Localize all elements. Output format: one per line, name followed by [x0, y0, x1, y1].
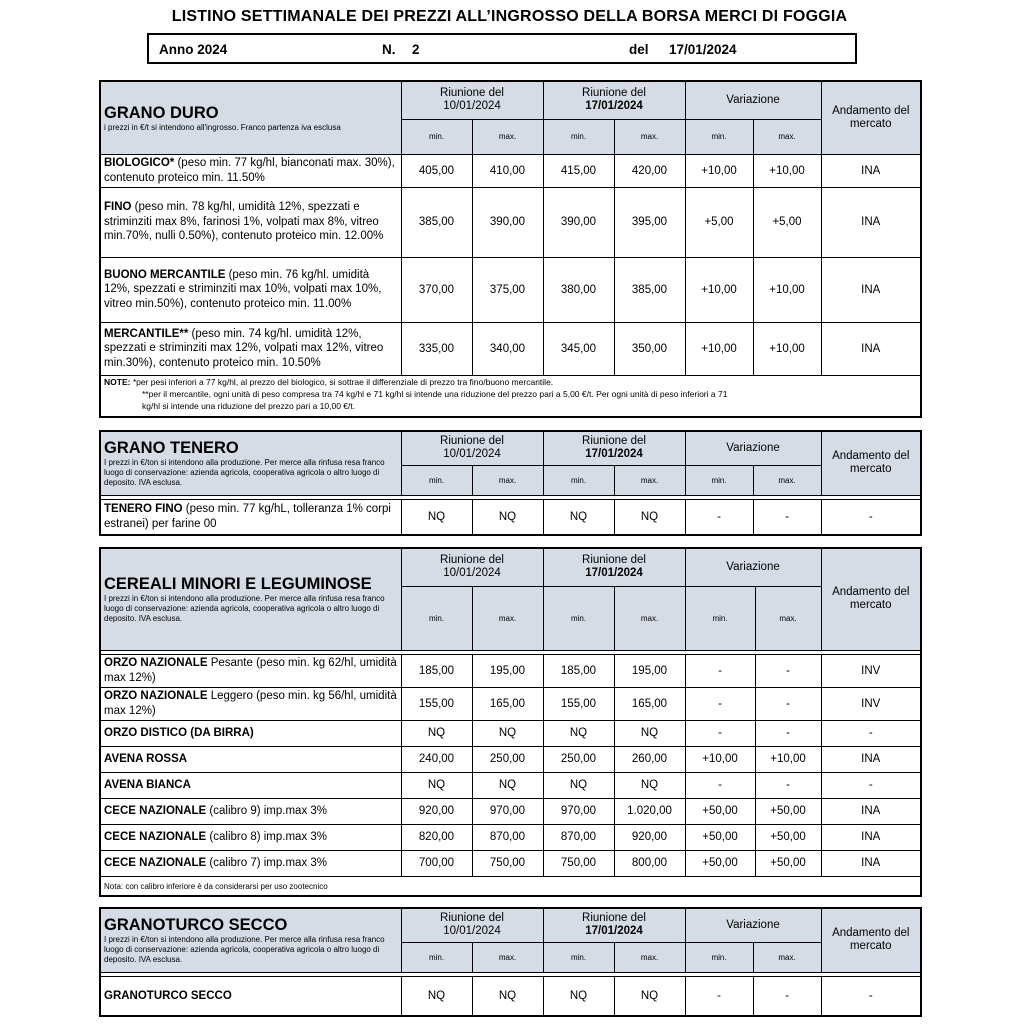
col-variazione: Variazione: [685, 548, 821, 586]
product-name: ORZO NAZIONALE: [104, 690, 208, 702]
variation-max: -: [755, 654, 821, 687]
variation-min: +50,00: [685, 850, 755, 876]
price-10-max: 195,00: [472, 654, 543, 687]
variation-max: +50,00: [755, 824, 821, 850]
price-10-max: 390,00: [472, 187, 543, 257]
granoturco-table: [99, 907, 922, 1017]
number-label: N.: [382, 42, 396, 57]
variation-max: +5,00: [753, 187, 821, 257]
product-name: MERCANTILE**: [104, 327, 189, 340]
variation-min: -: [685, 720, 755, 746]
table-row: [100, 772, 921, 798]
section-subtitle: I prezzi in €/ton si intendono alla produzione. Per merce alla rinfusa resa franco luogo di conservazione: azienda agricola, cooperativa agricola o altro luogo di deposito. IVA esclusa.: [104, 458, 385, 488]
col-max: max.: [755, 586, 821, 650]
price-10-max: NQ: [472, 976, 543, 1016]
price-17-min: 185,00: [543, 654, 614, 687]
product-name: AVENA ROSSA: [104, 752, 188, 765]
market-trend: INA: [821, 187, 921, 257]
price-10-min: 820,00: [401, 824, 472, 850]
col-variazione: Variazione: [685, 908, 821, 942]
product-name: TENERO FINO: [104, 503, 183, 516]
price-17-min: 390,00: [543, 187, 614, 257]
price-17-max: 920,00: [614, 824, 685, 850]
product-spec: (peso min. 74 kg/hl. umidità 12%, spezzati e striminziti max 12%, volpati max 12%, vitreo min.30%), contenuto proteico min. 10.50%: [104, 327, 384, 369]
price-10-min: 405,00: [401, 154, 472, 187]
grano-duro-notes: NOTE: *per pesi inferiori a 77 kg/hl, al prezzo del biologico, si sottrae il differenziale di prezzo tra fino/buono mercantile. **per il mercantile, ogni unità di peso compresa tra 74 kg/hl e 71 kg/hl si intende una riduzione del prezzo pari a 5,00 €/t. Per ogni unità di peso inferiori a 71 kg/hl si intende una riduzione del prezzo pari a 10,00 €/t.: [100, 375, 921, 417]
variation-min: +50,00: [685, 798, 755, 824]
product-spec: (calibro 7) imp.max 3%: [206, 856, 328, 869]
variation-min: +50,00: [685, 824, 755, 850]
cereali-note: Nota: con calibro inferiore è da considerarsi per uso zootecnico: [100, 876, 921, 896]
price-17-min: 155,00: [543, 687, 614, 720]
col-andamento: Andamento del mercato: [821, 81, 921, 154]
table-row: [100, 746, 921, 772]
market-trend: INA: [821, 798, 921, 824]
price-17-max: 800,00: [614, 850, 685, 876]
col-andamento: Andamento del mercato: [821, 431, 921, 495]
product-name: CECE NAZIONALE: [104, 856, 207, 869]
variation-min: +10,00: [685, 322, 753, 375]
col-variazione: Variazione: [685, 81, 821, 119]
price-17-max: NQ: [614, 720, 685, 746]
price-17-max: 350,00: [614, 322, 685, 375]
product-spec: (peso min. 76 kg/hl. umidità 12%, spezzati e striminziti max 10%, volpati max 10%, vitreo min.50%), contenuto proteico min. 11.00%: [104, 268, 382, 310]
variation-min: -: [685, 976, 753, 1016]
product-description: [100, 746, 401, 772]
price-10-min: NQ: [401, 499, 472, 535]
price-17-min: 380,00: [543, 257, 614, 322]
product-description: [100, 850, 401, 876]
price-17-min: 750,00: [543, 850, 614, 876]
variation-max: -: [753, 499, 821, 535]
table-row: [100, 824, 921, 850]
col-andamento: Andamento del mercato: [821, 548, 921, 650]
issue-header-box: [147, 33, 857, 64]
variation-max: +50,00: [755, 850, 821, 876]
price-10-min: 240,00: [401, 746, 472, 772]
section-title: GRANOTURCO SECCO: [104, 916, 288, 935]
price-10-max: 375,00: [472, 257, 543, 322]
section-subtitle: I prezzi in €/ton si intendono alla produzione. Per merce alla rinfusa resa franco luogo di conservazione: azienda agricola, cooperativa agricola o altro luogo di deposito. IVA esclusa.: [104, 594, 385, 624]
price-17-min: 970,00: [543, 798, 614, 824]
section-subtitle: I prezzi in €/ton si intendono alla produzione. Per merce alla rinfusa resa franco luogo di conservazione: azienda agricola, cooperativa agricola o altro luogo di deposito. IVA esclusa.: [104, 935, 385, 965]
col-max: max.: [753, 119, 821, 154]
market-trend: -: [821, 720, 921, 746]
product-description: [100, 824, 401, 850]
product-description: [100, 257, 401, 322]
variation-min: -: [685, 654, 755, 687]
col-min: min.: [401, 465, 472, 495]
variation-max: -: [755, 772, 821, 798]
section-title: GRANO TENERO: [104, 439, 239, 458]
price-10-max: 870,00: [472, 824, 543, 850]
col-riunione-2: Riunione del 17/01/2024: [543, 81, 685, 119]
price-17-max: 195,00: [614, 654, 685, 687]
variation-min: +10,00: [685, 746, 755, 772]
col-min: min.: [401, 586, 472, 650]
table-row: [100, 687, 921, 720]
col-max: max.: [614, 465, 685, 495]
variation-max: +10,00: [753, 257, 821, 322]
product-spec: (peso min. 77 kg/hL, tolleranza 1% corpi estranei) per farine 00: [104, 503, 391, 530]
product-spec: (peso min. 78 kg/hl, umidità 12%, spezzati e striminziti max 8%, farinosi 1%, volpati max 8%, vitreo min.70%, nulli 0.50%), contenuto proteico min. 12.00%: [104, 201, 384, 243]
product-name: BUONO MERCANTILE: [104, 268, 226, 281]
table-row: [100, 850, 921, 876]
table-row: [100, 187, 921, 257]
date-label: del: [629, 42, 649, 57]
col-andamento: Andamento del mercato: [821, 908, 921, 972]
market-trend: INA: [821, 322, 921, 375]
price-10-max: 250,00: [472, 746, 543, 772]
col-min: min.: [401, 942, 472, 972]
section-title: GRANO DURO: [104, 103, 219, 122]
product-description: [100, 322, 401, 375]
variation-max: -: [753, 976, 821, 1016]
col-min: min.: [543, 465, 614, 495]
price-10-min: 185,00: [401, 654, 472, 687]
product-name: BIOLOGICO*: [104, 157, 175, 169]
price-17-min: NQ: [543, 720, 614, 746]
variation-max: +10,00: [753, 154, 821, 187]
price-10-min: NQ: [401, 976, 472, 1016]
product-spec: (peso min. 77 kg/hl, bianconati max. 30%), contenuto proteico min. 11.50%: [104, 157, 395, 184]
cereali-minori-table: [99, 547, 922, 897]
product-spec: Leggero (peso min. kg 56/hl, umidità max 12%): [104, 690, 397, 717]
variation-max: +10,00: [753, 322, 821, 375]
col-min: min.: [401, 119, 472, 154]
variation-min: +10,00: [685, 154, 753, 187]
col-min: min.: [685, 942, 753, 972]
product-description: [100, 499, 401, 535]
col-min: min.: [685, 586, 755, 650]
product-description: [100, 687, 401, 720]
price-17-max: NQ: [614, 976, 685, 1016]
price-17-min: NQ: [543, 976, 614, 1016]
table-row: [100, 720, 921, 746]
issue-date: 17/01/2024: [669, 42, 737, 57]
table-row: [100, 654, 921, 687]
price-17-min: 250,00: [543, 746, 614, 772]
col-riunione-1: Riunione del 10/01/2024: [401, 908, 543, 942]
price-17-max: 165,00: [614, 687, 685, 720]
col-max: max.: [753, 942, 821, 972]
product-name: FINO: [104, 201, 132, 214]
table-row: [100, 154, 921, 187]
number-value: 2: [412, 42, 420, 57]
product-description: [100, 798, 401, 824]
product-description: [100, 154, 401, 187]
page-title: LISTINO SETTIMANALE DEI PREZZI ALL’INGROSSO DELLA BORSA MERCI DI FOGGIA: [171, 8, 848, 25]
grano-tenero-table: [99, 430, 922, 536]
market-trend: -: [821, 772, 921, 798]
col-max: max.: [472, 942, 543, 972]
product-description: [100, 976, 401, 1016]
product-description: [100, 772, 401, 798]
col-max: max.: [472, 465, 543, 495]
variation-max: -: [755, 720, 821, 746]
price-17-min: 415,00: [543, 154, 614, 187]
price-10-min: 920,00: [401, 798, 472, 824]
col-max: max.: [753, 465, 821, 495]
product-description: [100, 720, 401, 746]
col-min: min.: [685, 119, 753, 154]
cereali-header: [100, 548, 401, 650]
product-spec: Pesante (peso min. kg 62/hl, umidità max 12%): [104, 657, 397, 684]
grano-tenero-header: [100, 431, 401, 495]
price-10-min: 700,00: [401, 850, 472, 876]
grano-duro-header: [100, 81, 401, 154]
price-10-max: 750,00: [472, 850, 543, 876]
variation-max: -: [755, 687, 821, 720]
market-trend: INA: [821, 746, 921, 772]
price-17-max: 385,00: [614, 257, 685, 322]
variation-min: +10,00: [685, 257, 753, 322]
price-17-min: NQ: [543, 772, 614, 798]
market-trend: -: [821, 976, 921, 1016]
price-10-min: NQ: [401, 772, 472, 798]
price-17-max: 395,00: [614, 187, 685, 257]
col-min: min.: [685, 465, 753, 495]
price-10-min: 335,00: [401, 322, 472, 375]
col-riunione-2: Riunione del 17/01/2024: [543, 548, 685, 586]
table-row: [100, 976, 921, 1016]
variation-max: +10,00: [755, 746, 821, 772]
price-10-max: 165,00: [472, 687, 543, 720]
col-min: min.: [543, 586, 614, 650]
product-spec: (calibro 9) imp.max 3%: [206, 804, 328, 817]
price-17-max: 260,00: [614, 746, 685, 772]
product-name: CECE NAZIONALE: [104, 830, 207, 843]
price-17-min: NQ: [543, 499, 614, 535]
market-trend: INV: [821, 687, 921, 720]
price-17-min: 870,00: [543, 824, 614, 850]
variation-max: +50,00: [755, 798, 821, 824]
market-trend: -: [821, 499, 921, 535]
variation-min: +5,00: [685, 187, 753, 257]
market-trend: INA: [821, 824, 921, 850]
table-row: [100, 798, 921, 824]
variation-min: -: [685, 772, 755, 798]
product-name: ORZO NAZIONALE: [104, 657, 208, 669]
market-trend: INA: [821, 257, 921, 322]
price-10-min: 155,00: [401, 687, 472, 720]
section-title: CEREALI MINORI E LEGUMINOSE: [104, 575, 372, 594]
product-name: AVENA BIANCA: [104, 778, 191, 791]
price-10-max: NQ: [472, 772, 543, 798]
product-name: ORZO DISTICO (DA BIRRA): [104, 726, 254, 739]
price-17-max: 420,00: [614, 154, 685, 187]
table-row: [100, 322, 921, 375]
price-17-max: NQ: [614, 499, 685, 535]
price-10-max: NQ: [472, 499, 543, 535]
product-description: [100, 187, 401, 257]
product-name: CECE NAZIONALE: [104, 804, 207, 817]
price-17-max: 1.020,00: [614, 798, 685, 824]
table-row: [100, 499, 921, 535]
product-description: [100, 654, 401, 687]
product-name: GRANOTURCO SECCO: [104, 989, 232, 1002]
col-max: max.: [614, 586, 685, 650]
granoturco-header: [100, 908, 401, 972]
col-min: min.: [543, 942, 614, 972]
price-10-max: 970,00: [472, 798, 543, 824]
price-10-min: 385,00: [401, 187, 472, 257]
market-trend: INV: [821, 654, 921, 687]
col-variazione: Variazione: [685, 431, 821, 465]
grano-duro-table: [99, 80, 922, 418]
table-row: [100, 257, 921, 322]
price-17-max: NQ: [614, 772, 685, 798]
col-riunione-1: Riunione del 10/01/2024: [401, 81, 543, 119]
price-10-max: 410,00: [472, 154, 543, 187]
variation-min: -: [685, 499, 753, 535]
col-max: max.: [614, 119, 685, 154]
col-max: max.: [472, 586, 543, 650]
price-17-min: 345,00: [543, 322, 614, 375]
market-trend: INA: [821, 850, 921, 876]
section-subtitle: i prezzi in €/t si intendono all'ingrosso. Franco partenza iva esclusa: [104, 122, 341, 132]
price-10-max: 340,00: [472, 322, 543, 375]
col-riunione-1: Riunione del 10/01/2024: [401, 431, 543, 465]
col-min: min.: [543, 119, 614, 154]
market-trend: INA: [821, 154, 921, 187]
price-10-min: 370,00: [401, 257, 472, 322]
col-max: max.: [614, 942, 685, 972]
product-spec: (calibro 8) imp.max 3%: [206, 830, 328, 843]
variation-min: -: [685, 687, 755, 720]
price-10-min: NQ: [401, 720, 472, 746]
col-riunione-2: Riunione del 17/01/2024: [543, 431, 685, 465]
col-max: max.: [472, 119, 543, 154]
col-riunione-1: Riunione del 10/01/2024: [401, 548, 543, 586]
year-label: Anno 2024: [159, 42, 228, 57]
col-riunione-2: Riunione del 17/01/2024: [543, 908, 685, 942]
price-10-max: NQ: [472, 720, 543, 746]
